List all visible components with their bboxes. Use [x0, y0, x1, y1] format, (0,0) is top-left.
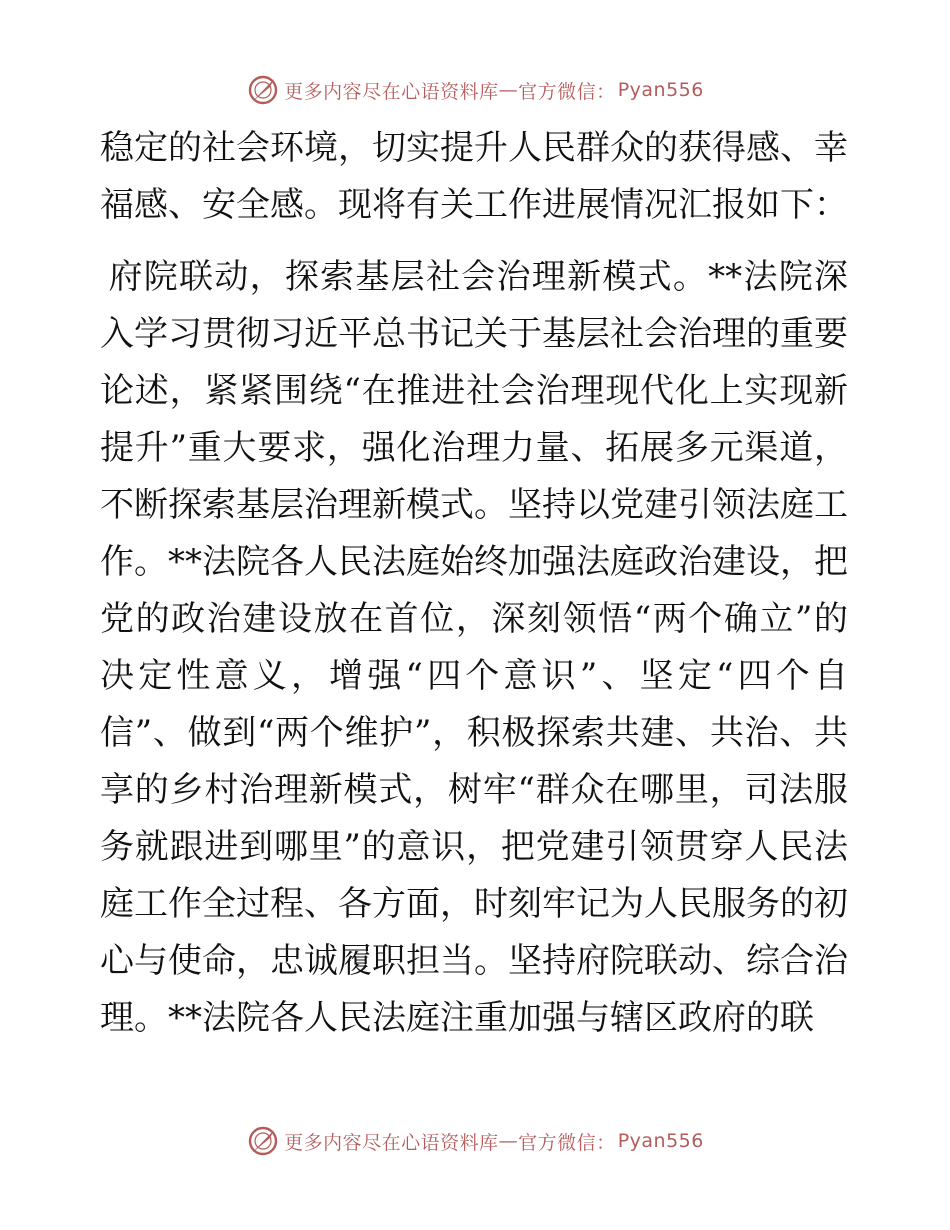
footer-separator: — [498, 1130, 519, 1152]
footer-banner-text: 更多内容尽在心语资料库 [284, 1131, 499, 1154]
body-paragraph: 府院联动，探索基层社会治理新模式。**法院深入学习贯彻习近平总书记关于基层社会治理的重要论述，紧紧围绕“在推进社会治理现代化上实现新提升”重大要求，强化治理力量、拓展多元渠道，不断探索基层治理新模式。坚持以党建引领法庭工作。**法院各人民法庭始终加强法庭政治建设，把党的政治建设放在首位，深刻领悟“两个确立”的决定性意义，增强“四个意识”、坚定“四个自信”、做到“两个维护”，积极探索共建、共治、共享的乡村治理新模式，树牢“群众在哪里，司法服务就跟进到哪里”的意识，把党建引领贯穿人民法庭工作全过程、各方面，时刻牢记为人民服务的初心与使命，忠诚履职担当。坚持府院联动、综合治理。**法院各人民法庭注重加强与辖区政府的联 [100, 257, 848, 1038]
footer-watermark-banner [0, 1121, 950, 1161]
footer-wechat-id: Pyan556 [617, 1130, 704, 1152]
quill-seal-logo-icon [246, 1124, 280, 1158]
document-body [100, 120, 848, 1047]
header-wechat-label: 官方微信： [518, 80, 616, 103]
header-wechat-id: Pyan556 [617, 79, 704, 101]
header-separator: — [498, 79, 519, 101]
header-banner-text: 更多内容尽在心语资料库 [284, 80, 499, 103]
footer-wechat-label: 官方微信： [518, 1131, 616, 1154]
body-paragraph: 稳定的社会环境，切实提升人民群众的获得感、幸福感、安全感。现将有关工作进展情况汇报如下： [100, 128, 848, 225]
header-watermark-banner [0, 70, 950, 110]
quill-seal-logo-icon [246, 73, 280, 107]
